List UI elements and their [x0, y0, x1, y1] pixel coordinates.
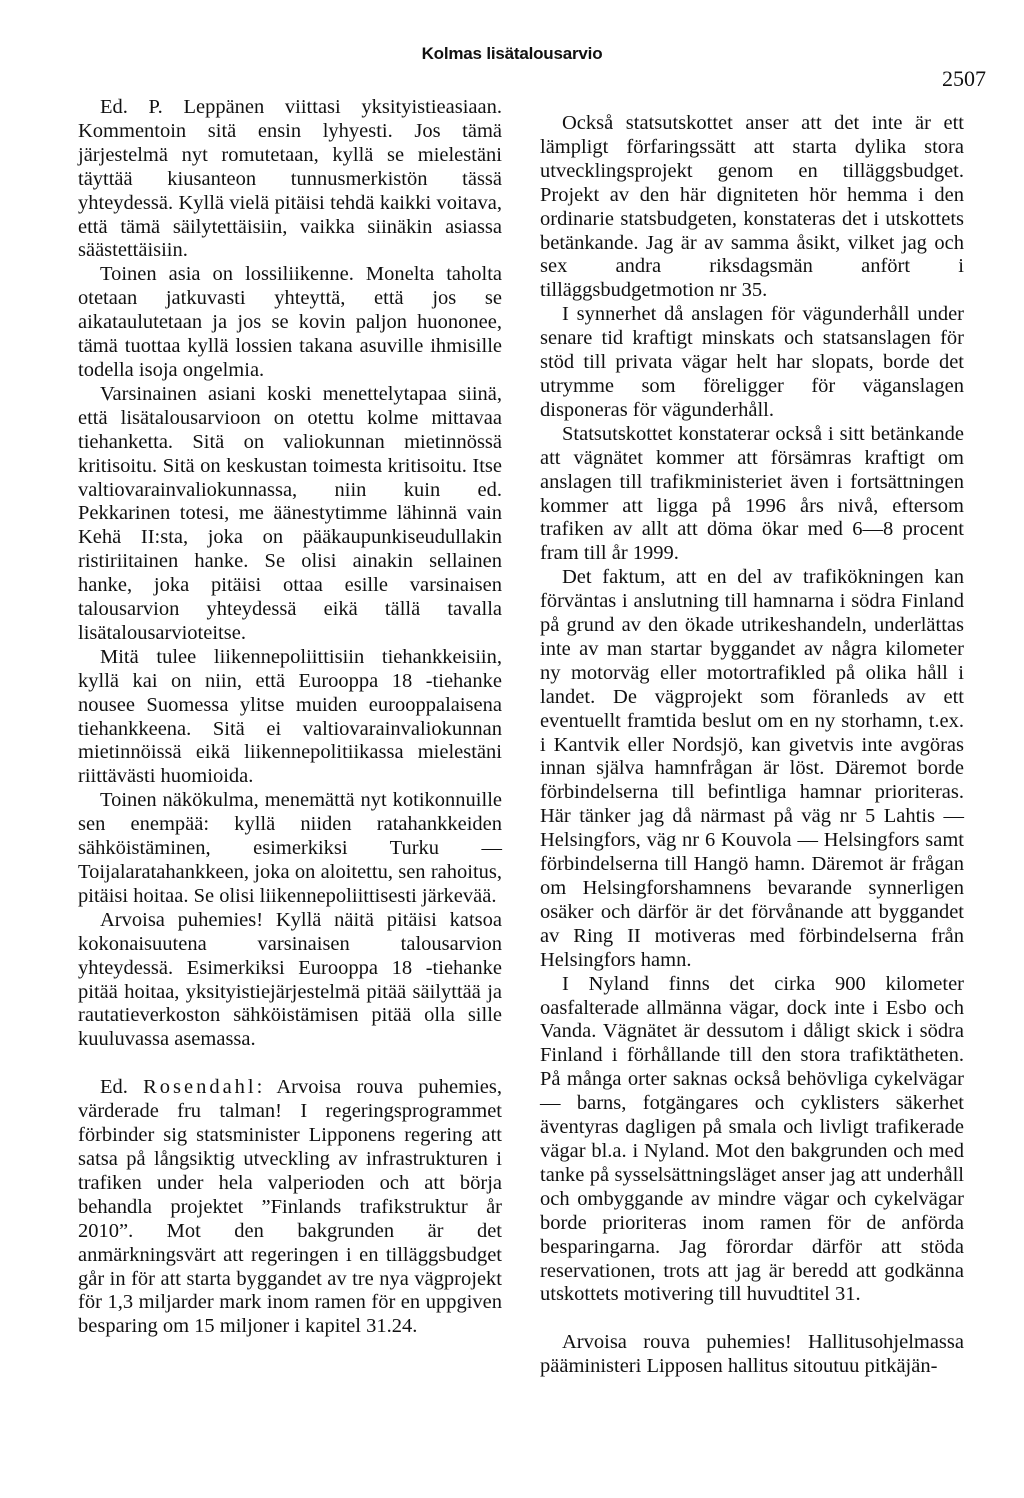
running-head-title: Kolmas lisätalousarvio [421, 44, 603, 63]
paragraph: Arvoisa rouva puhemies! Hallitusohjelmassa pääministeri Lipposen hallitus sitoutuu pitkäjän- [540, 1331, 964, 1378]
paragraph: I synnerhet då anslagen för vägunderhåll under senare tid kraftigt minskats och statsanslagen för stöd till privata vägar helt har slopats, borde det utrymme som föreligger för väganslagen disponeras för vägunderhåll. [540, 303, 964, 421]
paragraph: Arvoisa puhemies! Kyllä näitä pitäisi katsoa kokonaisuutena varsinaisen talousarvion yhteydessä. Esimerkiksi Eurooppa 18 -tiehanke pitää hoitaa, yksityistiejärjestelmä pitää säilyttää ja rautatieverkoston sähköistämisen pitää olla sille kuuluvassa asemassa. [78, 908, 502, 1051]
paragraph: Det faktum, att en del av trafikökningen kan förväntas i anslutning till hamnarna i södra Finland på grund av den ökade utrikeshandeln, underlättas inte av man startar byggandet av några kilometer ny motorväg eller motortrafikled på olika håll i landet. De vägprojekt som föranleds av ett eventuellt framtida beslut om en ny storhamn, t.ex. i Kantvik eller Nordsjö, kan givetvis inte avgöras innan själva hamnfrågan är löst. Däremot borde förbindelserna till befintliga hamnar prioriteras. Här tänker jag då närmast på väg nr 5 Lahtis — Helsingfors, väg nr 6 Kouvola — Helsingfors samt förbindelserna till Hangö hamn. Däremot är frågan om Helsingforshamnens bevarande synnerligen osäker och därför är det förvånande att byggandet av Ring II motiveras med förbindelserna från Helsingfors hamn. [540, 566, 964, 971]
speech-text: Arvoisa rouva puhemies, värderade fru talman! I regeringsprogrammet förbinder sig statsminister Lipponens regering att satsa på långsiktig utveckling av infrastrukturen i trafiken under hela valperioden och att börja behandla projektet ”Finlands trafikstruktur år 2010”. Mot den bakgrunden är det anmärkningsvärt att regeringen i en tilläggsbudget går in för att starta byggandet av tre nya vägprojekt för 1,3 miljarder mark inom ramen för en uppgiven besparing om 15 miljoner i kapitel 31.24. [78, 1076, 502, 1338]
speech-suffix: : [256, 1076, 277, 1099]
paragraph: Ed. P. Leppänen viittasi yksityistieasiaan. Kommentoin sitä ensin lyhyesti. Jos tämä järjestelmä nyt romutetaan, kyllä se mielestäni täyttää kiusanteon tunnusmerkistön tässä yhteydessä. Kyllä vielä pitäisi tehdä kaikki voitava, että tämä säilytettäisiin, vaikka siinäkin asiassa säästettäisiin. [78, 96, 502, 262]
paragraph: Statsutskottet konstaterar också i sitt betänkande att vägnätet kommer att försämras kraftigt om anslagen till trafikministeriet även i fortsättningen kommer att ligga på 1996 års nivå, eftersom trafiken av allt att döma ökar med 6—8 procent fram till år 1999. [540, 422, 964, 565]
paragraph: Toinen asia on lossiliikenne. Monelta taholta otetaan jatkuvasti yhteyttä, että jos se aikataulutetaan ja jos se kovin paljon huononee, tämä tuottaa kyllä lossien takana asuville ihmisille todella isoja ongelmia. [78, 263, 502, 381]
speaker-name: Rosendahl [143, 1076, 257, 1099]
paragraph: Också statsutskottet anser att det inte är ett lämpligt förfaringssätt att starta dylika stora utvecklingsprojekt genom en tilläggsbudget. Projekt av den här digniteten hör hemma i den ordinarie statsbudgeten, konstateras det i utskottets betänkande. Jag är av samma åsikt, vilket jag och sex andra riksdagsmän anfört i tilläggsbudgetmotion nr 35. [540, 112, 964, 302]
speech-prefix: Ed. [100, 1076, 144, 1099]
speech-paragraph [78, 1076, 502, 1339]
page-number: 2507 [942, 66, 986, 91]
right-column [540, 112, 964, 1379]
paragraph: Mitä tulee liikennepoliittisiin tiehankkeisiin, kyllä kai on niin, että Eurooppa 18 -tiehanke nousee Suomessa ylitse muiden eurooppalaisena tiehankkeena. Sitä ei valtiovarainvaliokunnan mietinnöissä eikä liikennepolitiikassa mielestäni riittävästi huomioida. [78, 645, 502, 788]
paragraph: Toinen näkökulma, menemättä nyt kotikonnuille sen enempää: kyllä niiden ratahankkeiden sähköistäminen, esimerkiksi Turku — Toijalaratahankkeen, joka on aloitettu, sen rahoitus, pitäisi hoitaa. Se olisi liikennepoliittisesti järkevää. [78, 789, 502, 907]
left-column [78, 96, 502, 1339]
paragraph: Varsinainen asiani koski menettelytapaa siinä, että lisätalousarvioon on otettu kolme mittavaa tiehanketta. Sitä on valiokunnan mietinnössä kritisoitu. Sitä on keskustan toimesta kritisoitu. Itse valtiovarainvaliokunnassa, niin kuin ed. Pekkarinen totesi, me äänestytimme lähinnä vain Kehä II:sta, joka on pääkaupunkiseudullakin ristiriitainen hanke. Se olisi ainakin sellainen hanke, joka pitäisi ottaa esille varsinaisen talousarvion yhteydessä eikä tällä tavalla lisätalousarvioteitse. [78, 382, 502, 644]
paragraph: I Nyland finns det cirka 900 kilometer oasfalterade allmänna vägar, dock inte i Esbo och Vanda. Vägnätet är dessutom i dåligt skick i södra Finland i förhållande till den stora trafiktätheten. På många orter saknas också behövliga cykelvägar — barns, fotgängares och cyklisters säkerhet äventyras dagligen på smala och livligt trafikerade vägar bl.a. i Nyland. Mot den bakgrunden och med tanke på sysselsättningsläget anser jag att underhåll och ombyggande av mindre vägar och cykelvägar borde prioriteras inom ramen för de anförda besparingarna. Jag förordar därför att stöda reservationen, trots att jag är beredd att godkänna utskottets motivering till huvudtitel 31. [540, 972, 964, 1306]
